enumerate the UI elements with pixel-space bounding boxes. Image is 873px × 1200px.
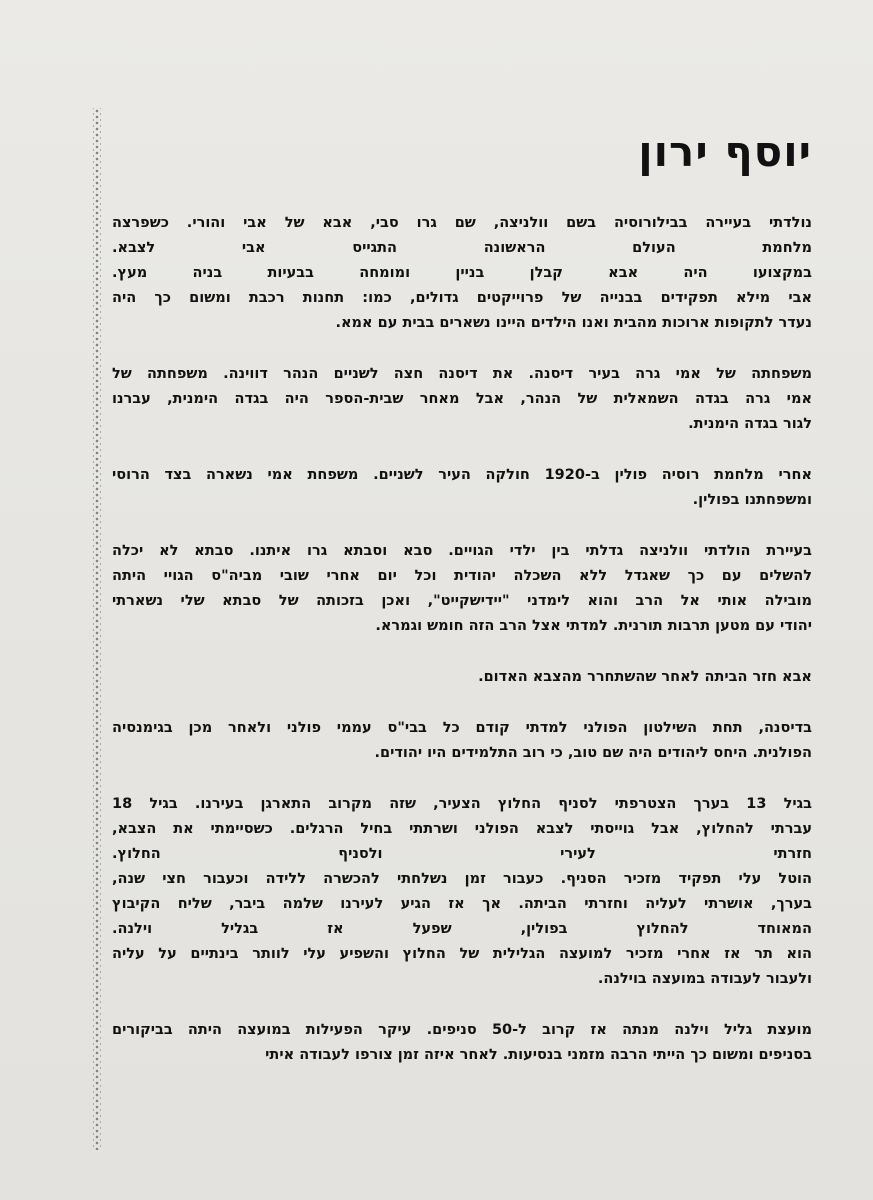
text-line: בסניפים ומשום כך הייתי הרבה מזמני בנסיעות. לאחר איזה זמן צורפו לעבודה איתי <box>265 1047 812 1063</box>
text-line: משפחתה של אמי גרה בעיר דיסנה. את דיסנה חצה לשניים הנהר דווינה. משפחתה של <box>112 366 812 382</box>
paragraph <box>112 211 812 336</box>
text-line: במקצועו היה אבא קבלן בניין ומומחה בבעיות בניה מעץ. <box>112 265 812 281</box>
text-column <box>112 112 812 1122</box>
text-line: מועצת גליל וילנה מנתה אז קרוב ל-50 סניפים. עיקר הפעילות במועצה היתה בביקורים <box>112 1022 812 1038</box>
paragraph <box>112 665 812 690</box>
paragraph <box>112 716 812 766</box>
text-line: יהודי עם מטען תרבות תורנית. למדתי אצל הרב הזה חומש וגמרא. <box>375 618 812 634</box>
text-line: בערך, אושרתי לעליה וחזרתי הביתה. אך אז הגיע לעירנו שלמה ביבר, שליח הקיבוץ <box>112 896 812 912</box>
text-line: אחרי מלחמת רוסיה פולין ב-1920 חולקה העיר לשניים. משפחת אמי נשארה בצד הרוסי <box>112 467 812 483</box>
dotted-border-ornament <box>93 108 101 1150</box>
text-line: לגור בגדה הימנית. <box>688 416 812 432</box>
text-line: בגיל 13 בערך הצטרפתי לסניף החלוץ הצעיר, שזה מקרוב התארגן בעירנו. בגיל 18 <box>112 796 812 812</box>
text-line: ומשפחתנו בפולין. <box>692 492 812 508</box>
text-line: אבא חזר הביתה לאחר שהשתחרר מהצבא האדום. <box>478 669 812 685</box>
text-line: נולדתי בעיירה בבילורוסיה בשם וולניצה, שם גרו סבי, אבא של אבי והורי. כשפרצה <box>112 215 812 231</box>
text-line: חזרתי לעירי ולסניף החלוץ. <box>112 846 812 862</box>
paragraph <box>112 362 812 437</box>
text-line: ולעבור לעבודה במועצה בוילנה. <box>597 971 812 987</box>
text-line: הוא תר אז אחרי מזכיר למועצה הגלילית של החלוץ והשפיע עלי לוותר בינתיים על עליה <box>112 946 812 962</box>
text-line: בעיירת הולדתי וולניצה גדלתי בין ילדי הגויים. סבא וסבתא גרו איתנו. סבתא לא יכלה <box>112 543 812 559</box>
page-title: יוסף ירון <box>638 127 812 176</box>
text-line: מלחמת העולם הראשונה התגייס אבי לצבא. <box>112 240 812 256</box>
paragraph <box>112 1018 812 1068</box>
text-line: הפולנית. היחס ליהודים היה שם טוב, כי רוב התלמידים היו יהודים. <box>374 745 812 761</box>
text-line: עברתי להחלוץ, אבל גוייסתי לצבא הפולני ושרתתי בחיל הרגלים. כשסיימתי את הצבא, <box>112 821 812 837</box>
paragraph <box>112 539 812 639</box>
text-line: אבי מילא תפקידים בבנייה של פרוייקטים גדולים, כמו: תחנות רכבת ומשום כך היה <box>112 290 812 306</box>
paragraph <box>112 792 812 992</box>
body-text <box>112 211 812 1068</box>
paragraph <box>112 463 812 513</box>
text-line: הוטל עלי תפקיד מזכיר הסניף. כעבור זמן נשלחתי להכשרה ללידה וכעבור חצי שנה, <box>112 871 812 887</box>
text-line: בדיסנה, תחת השילטון הפולני למדתי קודם כל בבי"ס עממי פולני ולאחר מכן בגימנסיה <box>112 720 812 736</box>
text-line: המאוחד להחלוץ בפולין, שפעל אז בגליל וילנה. <box>112 921 812 937</box>
text-line: אמי גרה בגדה השמאלית של הנהר, אבל מאחר שבית-הספר היה בגדה הימנית, עברנו <box>112 391 812 407</box>
text-line: להשלים עם כך שאגדל ללא השכלה יהודית וכל יום אחרי שובי מביה"ס הגויי היתה <box>112 568 812 584</box>
text-line: מובילה אותי אל הרב והוא לימדני "יידישקייט", ואכן בזכותה של סבתא שלי נשארתי <box>112 593 812 609</box>
text-line: נעדר לתקופות ארוכות מהבית ואנו הילדים היינו נשארים בבית עם אמא. <box>335 315 812 331</box>
